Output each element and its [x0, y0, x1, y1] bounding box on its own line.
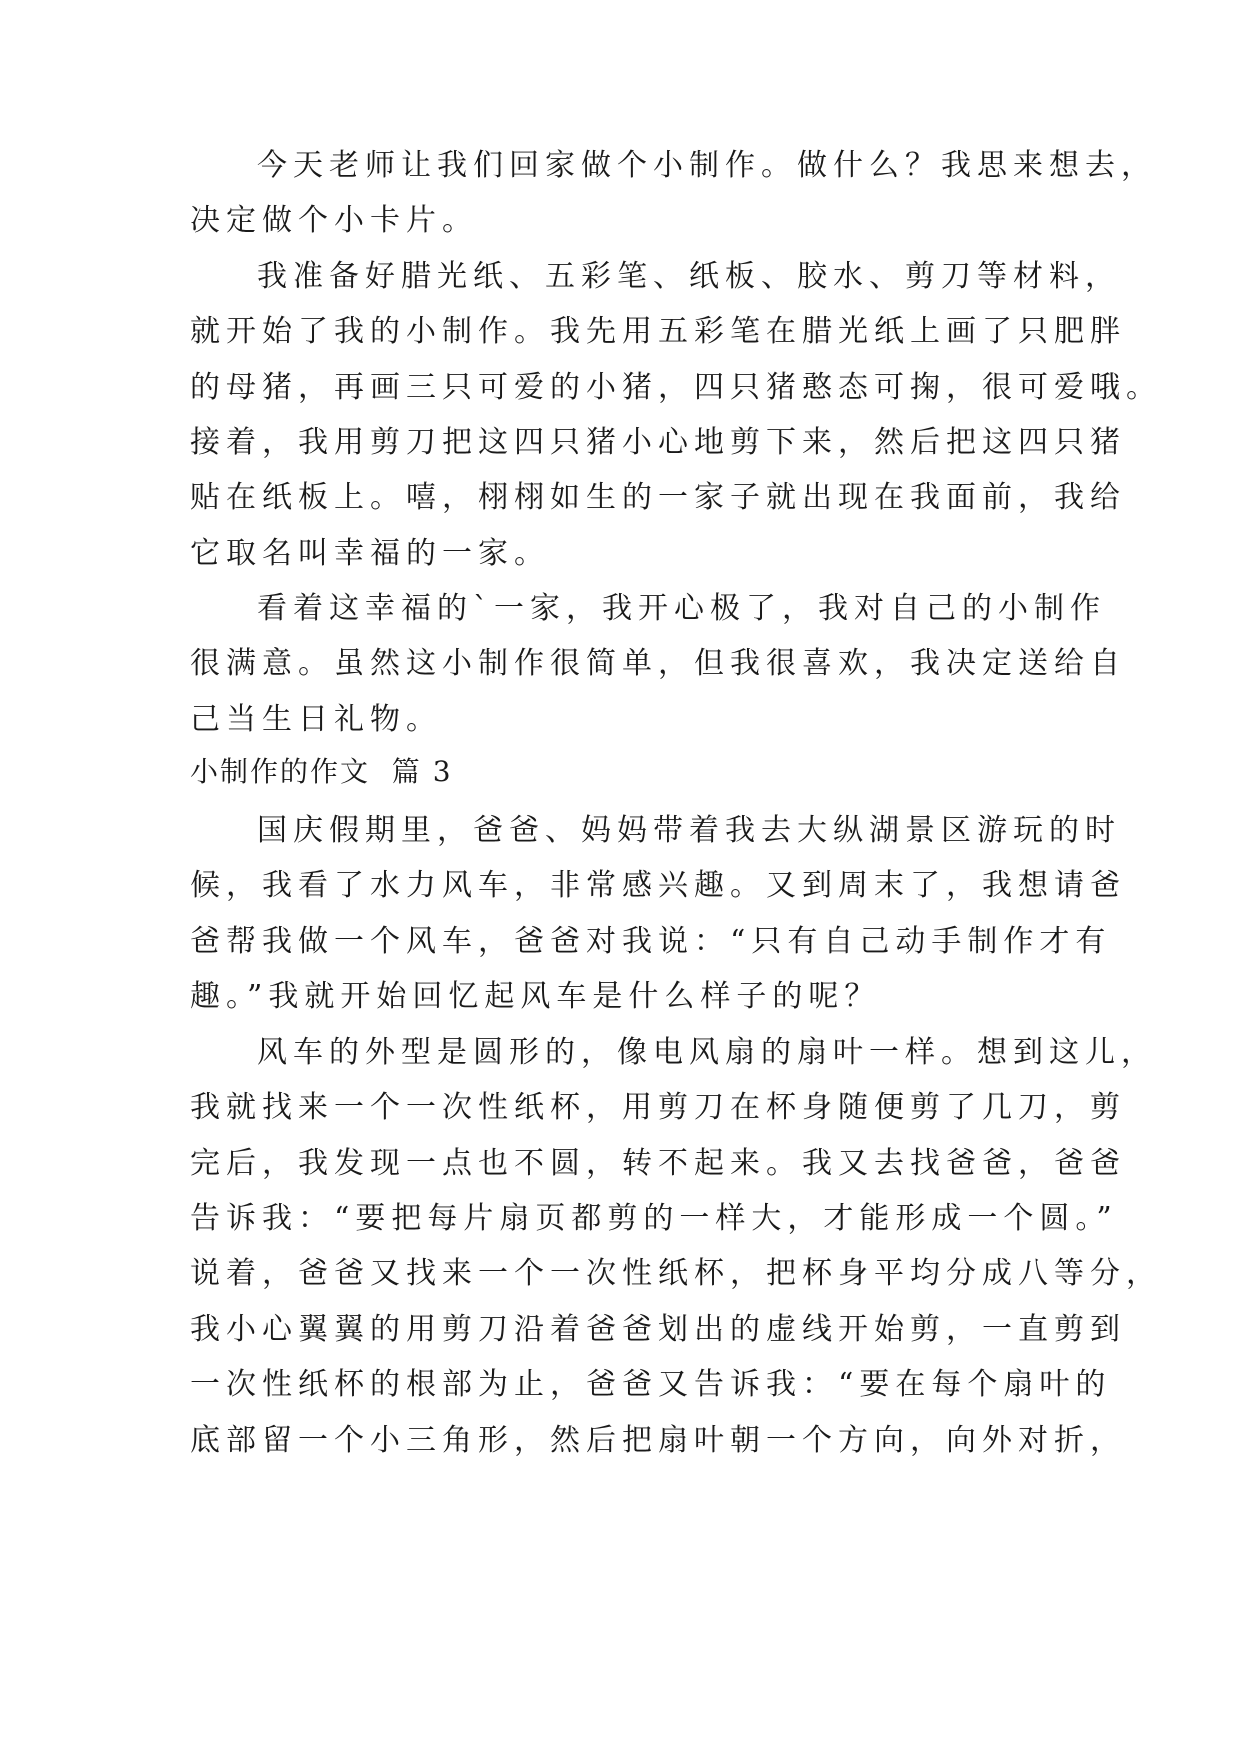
paragraph-line: 今天老师让我们回家做个小制作。做什么？我思来想去，	[257, 148, 1157, 183]
paragraph-line: 贴在纸板上。嘻，栩栩如生的一家子就出现在我面前，我给	[190, 480, 1126, 515]
paragraph-line: 候，我看了水力风车，非常感兴趣。又到周末了，我想请爸	[190, 868, 1126, 903]
paragraph-line: 很满意。虽然这小制作很简单，但我很喜欢，我决定送给自	[190, 646, 1126, 681]
paragraph-line: 我准备好腊光纸、五彩笔、纸板、胶水、剪刀等材料，	[257, 259, 1121, 294]
paragraph-line: 说着，爸爸又找来一个一次性纸杯，把杯身平均分成八等分，	[190, 1256, 1162, 1291]
paragraph-line: 国庆假期里，爸爸、妈妈带着我去大纵湖景区游玩的时	[257, 813, 1121, 848]
paragraph-line: 趣。”我就开始回忆起风车是什么样子的呢？	[190, 979, 881, 1014]
paragraph-line: 看着这幸福的`一家，我开心极了，我对自己的小制作	[257, 591, 1106, 626]
paragraph-line: 接着，我用剪刀把这四只猪小心地剪下来，然后把这四只猪	[190, 425, 1126, 460]
paragraph-line: 告诉我：“要把每片扇页都剪的一样大，才能形成一个圆。”	[190, 1201, 1118, 1236]
paragraph-line: 它取名叫幸福的一家。	[190, 536, 550, 571]
paragraph-line: 我就找来一个一次性纸杯，用剪刀在杯身随便剪了几刀，剪	[190, 1090, 1126, 1125]
paragraph-line: 就开始了我的小制作。我先用五彩笔在腊光纸上画了只肥胖	[190, 314, 1126, 349]
paragraph-line: 一次性纸杯的根部为止，爸爸又告诉我：“要在每个扇叶的	[190, 1367, 1112, 1402]
paragraph-line: 的母猪，再画三只可爱的小猪，四只猪憨态可掬，很可爱哦。	[190, 370, 1162, 405]
paragraph-line: 我小心翼翼的用剪刀沿着爸爸划出的虚线开始剪，一直剪到	[190, 1312, 1126, 1347]
paragraph-line: 己当生日礼物。	[190, 702, 442, 737]
paragraph-line: 完后，我发现一点也不圆，转不起来。我又去找爸爸，爸爸	[190, 1146, 1126, 1181]
section-heading: 小制作的作文 篇 3	[190, 755, 453, 788]
paragraph-line: 爸帮我做一个风车，爸爸对我说：“只有自己动手制作才有	[190, 924, 1112, 959]
paragraph-line: 决定做个小卡片。	[190, 203, 478, 238]
paragraph-line: 底部留一个小三角形，然后把扇叶朝一个方向，向外对折，	[190, 1423, 1126, 1458]
paragraph-line: 风车的外型是圆形的，像电风扇的扇叶一样。想到这儿，	[257, 1035, 1157, 1070]
